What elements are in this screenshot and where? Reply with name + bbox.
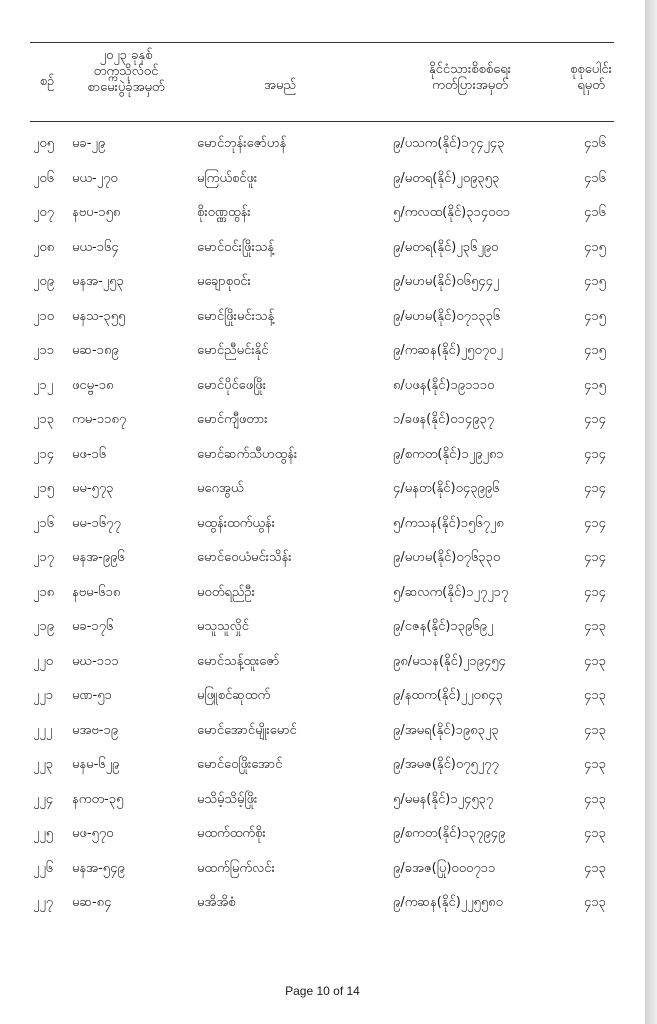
table-row — [0, 471, 645, 506]
cell-total-marks: ၄၁၃ — [584, 791, 606, 807]
cell-roll-number: မဖ-၅၇၀ — [72, 826, 114, 841]
table-row — [0, 195, 645, 230]
cell-name: မောင်သန့်ထူးဇော် — [197, 653, 280, 669]
table-row — [0, 333, 645, 368]
cell-nrc-number: ၉/နထက(နိုင်)၂၂၀၈၄၃ — [393, 688, 503, 703]
cell-nrc-number: ၉/စကတ(နိုင်)၁၂၉၂၈၁ — [393, 446, 504, 462]
cell-nrc-number: ၅/ကလထ(နိုင်)၃၁၄၀၀၁ — [393, 205, 511, 220]
cell-nrc-number: ၉/အမရ(နိုင်)၁၉၈၃၂၃ — [393, 722, 499, 738]
cell-name: မောင်ပိုင်ဖေဖြိုး — [197, 377, 267, 393]
top-rule — [30, 42, 614, 43]
cell-roll-number: မအဗ-၁၉ — [72, 722, 119, 738]
table-row — [0, 402, 645, 437]
table-row — [0, 368, 645, 403]
cell-total-marks: ၄၁၄ — [584, 550, 606, 565]
table-row — [0, 609, 645, 644]
cell-roll-number: မနသ-၃၅၅ — [72, 308, 126, 324]
cell-roll-number: ကမ-၁၁၈၇ — [72, 412, 127, 427]
cell-nrc-number: ၉/မတရ(နိုင်)၂၀၉၃၅၃ — [393, 170, 500, 186]
cell-roll-number: မဖ-၁၆ — [72, 446, 107, 462]
header-nrc-number: နိုင်ငံသားစိစစ်ရေး ကတ်ပြားအမှတ် — [428, 62, 512, 93]
cell-nrc-number: ၄/မနတ(နိုင်)၀၄၃၉၉၆ — [393, 481, 500, 496]
cell-total-marks: ၄၁၆ — [584, 205, 606, 220]
cell-name: မဂေအွယ် — [197, 481, 244, 496]
cell-nrc-number: ၈/ပဖန(နိုင်)၁၉၁၁၁၀ — [393, 377, 495, 393]
cell-serial-no: ၂၂၅ — [33, 826, 54, 841]
cell-name: မောင်ဆက်သီဟထွန်း — [197, 446, 298, 462]
cell-roll-number: နဗပ-၁၅၈ — [72, 205, 121, 220]
cell-total-marks: ၄၁၄ — [584, 412, 606, 427]
cell-name: မကြယ်စင်ဖူး — [197, 170, 258, 186]
cell-serial-no: ၂၂၃ — [33, 757, 54, 772]
cell-name: မဝတ်ရည်ဦး — [197, 584, 255, 600]
table-row — [0, 126, 645, 161]
table-row — [0, 678, 645, 713]
cell-name: မထက်မြက်လင်း — [197, 860, 275, 876]
cell-name: စိုးဝဏ္ဏထွန်း — [197, 205, 251, 220]
cell-total-marks: ၄၁၃ — [584, 826, 606, 841]
cell-name: မောင်ကျီဖတား — [197, 412, 268, 427]
page-number: Page 10 of 14 — [285, 984, 360, 998]
cell-nrc-number: ၉/အမဇ(နိုင်)၀၇၅၂၇၇ — [393, 757, 499, 772]
cell-roll-number: မနအ-၅၄၉ — [72, 860, 125, 876]
cell-roll-number: မမ-၅၇၃ — [72, 481, 114, 496]
cell-total-marks: ၄၁၅ — [584, 274, 606, 289]
cell-name: မထွန်းထက်ယွန်း — [197, 515, 275, 531]
cell-serial-no: ၂၁၂ — [33, 377, 54, 393]
cell-serial-no: ၂၁၈ — [33, 584, 55, 600]
cell-serial-no: ၂၂၂ — [33, 722, 53, 738]
cell-roll-number: မခ-၂၉ — [72, 136, 106, 151]
cell-serial-no: ၂၀၆ — [33, 170, 55, 186]
page-edge-shadow — [645, 0, 657, 1024]
cell-nrc-number: ၉/ကဆန(နိုင်)၂၅၀၇၀၂ — [393, 343, 503, 358]
cell-nrc-number: ၅/ဆလက(နိုင်)၁၂၇၂၁၇ — [393, 584, 509, 600]
cell-name: မောင်ဝင်းဖြိုးသန့် — [197, 239, 275, 255]
cell-name: မောင်ဘုန်းဇော်ဟန် — [197, 136, 287, 151]
cell-total-marks: ၄၁၃ — [584, 895, 606, 910]
cell-serial-no: ၂၀၅ — [33, 136, 55, 151]
cell-serial-no: ၂၀၈ — [33, 239, 55, 255]
table-row — [0, 816, 645, 851]
cell-nrc-number: ၉/မဟမ(နိုင်)၀၇၆၃၃၀ — [393, 550, 501, 565]
table-row — [0, 230, 645, 265]
cell-nrc-number: ၉/မဟမ(နိုင်)၀၇၁၃၃၆ — [393, 308, 501, 324]
cell-roll-number: မမ-၁၆၇၇ — [72, 515, 121, 531]
table-row — [0, 540, 645, 575]
cell-nrc-number: ၅/မမန(နိုင်)၁၂၄၅၃၇ — [393, 791, 494, 807]
cell-serial-no: ၂၀၉ — [33, 274, 55, 289]
cell-name: မအိအိစံ — [197, 895, 236, 910]
cell-name: မောင်အောင်မျိုးမောင် — [197, 722, 297, 738]
cell-nrc-number: ၉/စကတ(နိုင်)၁၃၇၉၄၉ — [393, 826, 506, 841]
cell-nrc-number: ၉/မတရ(နိုင်)၂၃၆၂၉၀ — [393, 239, 499, 255]
cell-roll-number: မယ-၂၇၀ — [72, 170, 118, 186]
cell-roll-number: မယ-၁၆၄ — [72, 239, 119, 255]
cell-roll-number: မနမ-၆၂၉ — [72, 757, 120, 772]
cell-nrc-number: ၉/ငဇန(နိုင်)၁၃၉၆၉၂ — [393, 619, 494, 634]
cell-total-marks: ၄၁၄ — [584, 584, 606, 600]
cell-name: မသိမ့်သိမ့်ဖြိုး — [197, 791, 258, 807]
table-row — [0, 437, 645, 472]
cell-serial-no: ၂၁၉ — [33, 619, 55, 634]
cell-total-marks: ၄၁၄ — [584, 515, 606, 531]
cell-name: မောင်ညီမင်းနိုင် — [197, 343, 269, 358]
header-roll-number: ၂၀၂၃ ခုနှစ် တက္ကသိုလ်ဝင် စာမေးပွဲခုံအမှတ် — [87, 48, 165, 95]
table-body — [0, 126, 645, 920]
cell-name: မထက်ထက်စိုး — [197, 826, 266, 841]
cell-serial-no: ၂၁၄ — [33, 446, 55, 462]
header-serial-no: စဉ် — [39, 74, 55, 89]
cell-nrc-number: ၉/ပသက(နိုင်)၁၇၄၂၄၃ — [393, 136, 505, 151]
cell-roll-number: မနအ-၉၉၆ — [72, 550, 125, 565]
cell-roll-number: နကတ-၃၅ — [72, 791, 124, 807]
cell-serial-no: ၂၁၁ — [33, 343, 55, 358]
cell-name: မောင်ဝေဖြိုးအောင် — [197, 757, 283, 772]
cell-total-marks: ၄၁၄ — [584, 446, 606, 462]
cell-name: မချောစုဝင်း — [197, 274, 251, 289]
cell-total-marks: ၄၁၃ — [584, 757, 606, 772]
header-total-marks: စုစုပေါင်း ရမှတ် — [570, 62, 612, 93]
cell-total-marks: ၄၁၃ — [584, 653, 606, 669]
cell-serial-no: ၂၂၄ — [33, 791, 54, 807]
cell-roll-number: မဏ-၅၁ — [72, 688, 112, 703]
cell-name: မောင်ဖြိုးမင်းသန့် — [197, 308, 275, 324]
cell-total-marks: ၄၁၅ — [584, 308, 606, 324]
table-row — [0, 747, 645, 782]
table-row — [0, 885, 645, 920]
cell-total-marks: ၄၁၄ — [584, 481, 606, 496]
cell-serial-no: ၂၁၅ — [33, 481, 55, 496]
cell-serial-no: ၂၁၃ — [33, 412, 55, 427]
cell-serial-no: ၂၂၇ — [33, 895, 54, 910]
cell-roll-number: မဆ-၈၄ — [72, 895, 112, 910]
cell-serial-no: ၂၁၀ — [33, 308, 55, 324]
table-row — [0, 264, 645, 299]
cell-total-marks: ၄၁၅ — [584, 343, 606, 358]
table-row — [0, 644, 645, 679]
cell-roll-number: မဆ-၁၈၉ — [72, 343, 119, 358]
table-row — [0, 713, 645, 748]
cell-total-marks: ၄၁၅ — [584, 377, 606, 393]
table-row — [0, 299, 645, 334]
cell-roll-number: မဃ-၁၁၁ — [72, 653, 119, 669]
cell-serial-no: ၂၀၇ — [33, 205, 55, 220]
cell-total-marks: ၄၁၃ — [584, 619, 606, 634]
cell-nrc-number: ၉၈/မသန(နိုင်)၂၁၉၄၅၄ — [393, 653, 506, 669]
cell-total-marks: ၄၁၅ — [584, 239, 606, 255]
table-row — [0, 782, 645, 817]
cell-nrc-number: ၉/ခအဇ(ပြု)၀၀၀၇၁၁ — [393, 860, 496, 876]
cell-nrc-number: ၉/မဟမ(နိုင်)၀၆၅၄၄၂ — [393, 274, 500, 289]
cell-total-marks: ၄၁၃ — [584, 860, 606, 876]
header-name: အမည် — [264, 78, 296, 93]
table-row — [0, 506, 645, 541]
cell-nrc-number: ၉/ကဆန(နိုင်)၂၂၅၅၈၀ — [393, 895, 503, 910]
header-rule — [30, 121, 614, 122]
cell-total-marks: ၄၁၃ — [584, 722, 606, 738]
cell-roll-number: မခ-၁၇၆ — [72, 619, 114, 634]
cell-serial-no: ၂၂၆ — [33, 860, 54, 876]
cell-name: မဖြူစင်ဆုထက် — [197, 688, 271, 703]
table-row — [0, 851, 645, 886]
cell-roll-number: ဖငမ္ဗ-၁၈ — [72, 377, 114, 393]
cell-total-marks: ၄၁၃ — [584, 688, 606, 703]
cell-serial-no: ၂၂၁ — [33, 688, 54, 703]
table-row — [0, 161, 645, 196]
cell-serial-no: ၂၂၀ — [33, 653, 54, 669]
cell-serial-no: ၂၁၆ — [33, 515, 55, 531]
cell-roll-number: မနအ-၂၅၃ — [72, 274, 124, 289]
table-row — [0, 575, 645, 610]
cell-nrc-number: ၁/ခဖန(နိုင်)၀၁၄၉၃၇ — [393, 412, 495, 427]
cell-serial-no: ၂၁၇ — [33, 550, 55, 565]
cell-name: မောင်ဝေယံမင်းသိန်း — [197, 550, 292, 565]
cell-total-marks: ၄၁၆ — [584, 136, 606, 151]
cell-roll-number: နဗမ-၆၁၈ — [72, 584, 121, 600]
cell-total-marks: ၄၁၆ — [584, 170, 606, 186]
cell-nrc-number: ၅/ကသန(နိုင်)၁၅၆၇၂၈ — [393, 515, 504, 531]
cell-name: မသူသူလှိုင် — [197, 619, 249, 634]
